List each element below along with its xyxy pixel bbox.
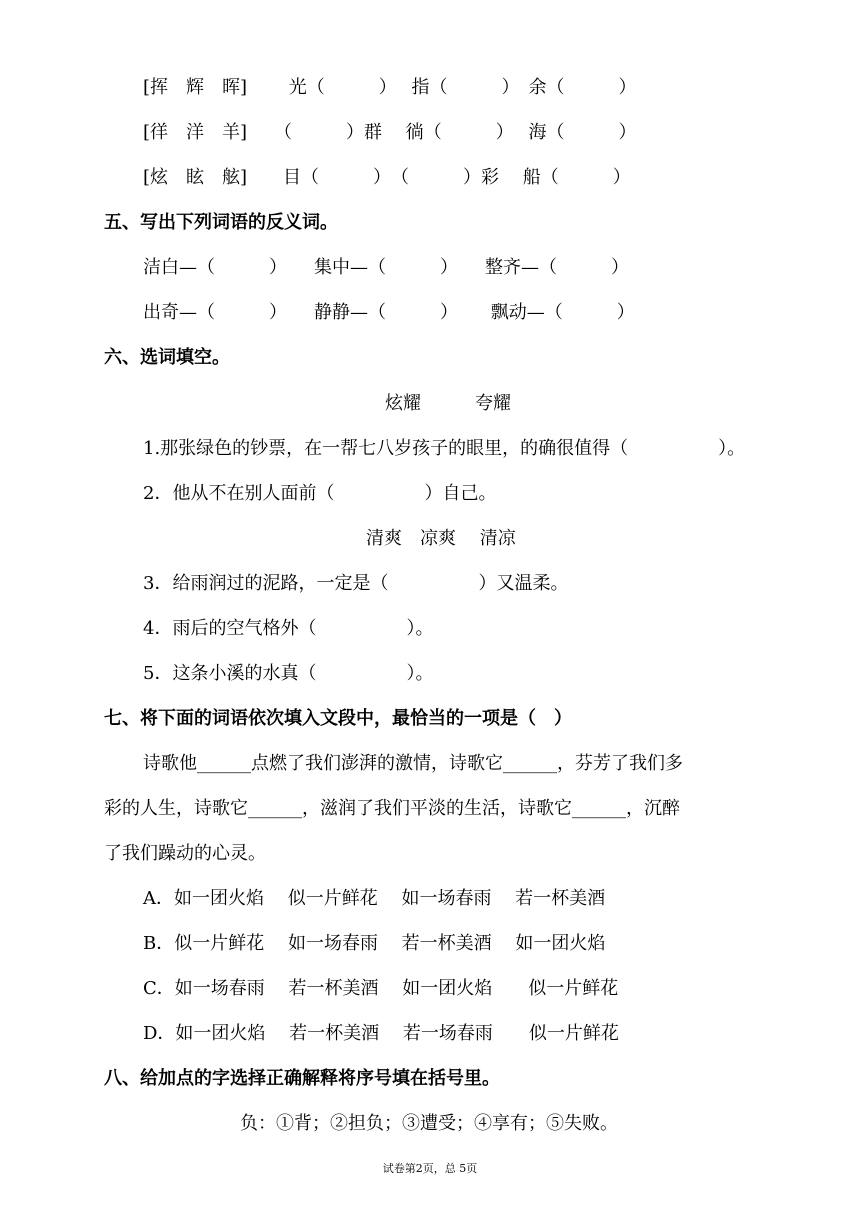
part4-row-2: [徉 洋 羊] （ ）群 徜（ ） 海（ ）	[143, 122, 637, 143]
part5-row-1: 洁白—（ ） 集中—（ ） 整齐—（ ）	[143, 257, 629, 278]
part6-question-3: 3．给雨润过的泥路，一定是（ ）又温柔。	[143, 573, 569, 594]
part7-option-c: C．如一场春雨 若一杯美酒 如一团火焰 似一片鲜花	[143, 978, 619, 999]
part4-row-3: [炫 眩 舷] 目（ ） （ ）彩 船（ ）	[143, 167, 631, 188]
part6-word-choices-1: 炫耀 夸耀	[385, 393, 511, 414]
part5-row-2: 出奇—（ ） 静静—（ ） 飘动—（ ）	[143, 302, 635, 323]
part7-paragraph-line-2: 彩的人生，诗歌它______，滋润了我们平淡的生活，诗歌它______，沉醉	[104, 798, 680, 819]
part7-paragraph-line-3: 了我们躁动的心灵。	[104, 843, 266, 864]
part7-option-d: D．如一团火焰 若一杯美酒 若一场春雨 似一片鲜花	[143, 1023, 619, 1044]
part8-heading: 八、给加点的字选择正确解释将序号填在括号里。	[104, 1068, 500, 1089]
part6-word-choices-2: 清爽 凉爽 清凉	[366, 528, 516, 549]
part6-question-2: 2．他从不在别人面前（ ）自己。	[143, 483, 497, 504]
part5-heading: 五、写出下列词语的反义词。	[104, 212, 338, 233]
part6-question-1: 1.那张绿色的钞票，在一帮七八岁孩子的眼里，的确很值得（ ）。	[143, 438, 746, 459]
part7-option-a: A．如一团火焰 似一片鲜花 如一场春雨 若一杯美酒	[143, 888, 606, 909]
part7-paragraph-line-1: 诗歌他______点燃了我们澎湃的激情，诗歌它______，芬芳了我们多	[143, 753, 683, 774]
part6-question-5: 5．这条小溪的水真（ ）。	[143, 663, 434, 684]
part4-row-1: [挥 辉 晖] 光（ ） 指（ ） 余（ ）	[143, 77, 637, 98]
page-footer: 试卷第2页，总 5页	[382, 1162, 478, 1175]
part8-definition: 负：①背；②担负；③遭受；④享有；⑤失败。	[240, 1113, 618, 1134]
part6-question-4: 4．雨后的空气格外（ ）。	[143, 618, 434, 639]
part6-heading: 六、选词填空。	[104, 347, 230, 368]
part7-option-b: B．似一片鲜花 如一场春雨 若一杯美酒 如一团火焰	[143, 933, 606, 954]
part7-heading: 七、将下面的词语依次填入文段中，最恰当的一项是（ ）	[104, 708, 572, 729]
